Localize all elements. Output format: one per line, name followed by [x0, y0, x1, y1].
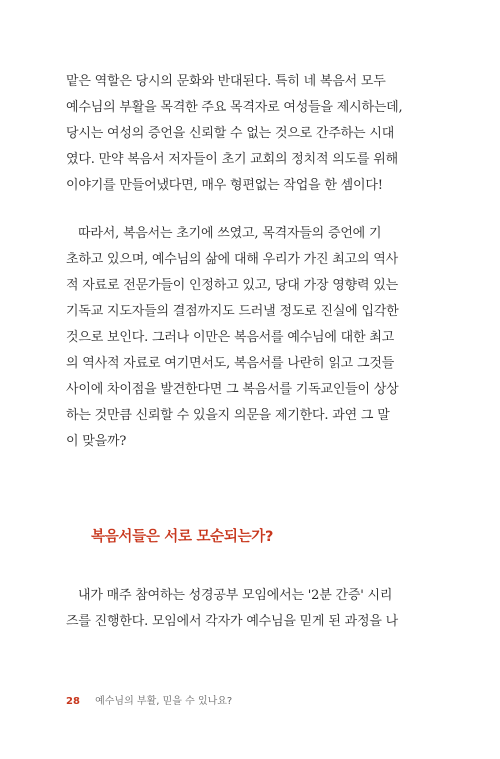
paragraph-line: 맡은 역할은 당시의 문화와 반대된다. 특히 네 복음서 모두: [66, 74, 386, 89]
section-heading: 복음서들은 서로 모순되는가?: [91, 529, 274, 545]
paragraph-line: 당시는 여성의 증언을 신뢰할 수 없는 것으로 간주하는 시대: [66, 126, 395, 141]
paragraph-line: 초하고 있으며, 예수님의 삶에 대해 우리가 가진 최고의 역사: [66, 252, 398, 267]
paragraph-line: 이야기를 만들어냈다면, 매우 형편없는 작업을 한 셈이다!: [66, 178, 383, 193]
paragraph-line: 하는 것만큼 신뢰할 수 있을지 의문을 제기한다. 과연 그 말: [66, 408, 390, 423]
page-footer: [66, 692, 232, 707]
running-title: 예수님의 부활, 믿을 수 있나요?: [95, 696, 233, 707]
paragraph-line: 즈를 진행한다. 모임에서 각자가 예수님을 믿게 된 과정을 나: [66, 614, 398, 629]
paragraph-line: 따라서, 복음서는 초기에 쓰였고, 목격자들의 증언에 기: [78, 226, 382, 241]
paragraph-line: 기독교 지도자들의 결점까지도 드러낼 정도로 진실에 입각한: [66, 304, 399, 319]
paragraph-line: 이 맞을까?: [66, 434, 127, 449]
page-number: 28: [66, 696, 80, 707]
paragraph-line: 적 자료로 전문가들이 인정하고 있고, 당대 가장 영향력 있는: [66, 278, 398, 293]
paragraph-line: 내가 매주 참여하는 성경공부 모임에서는 '2분 간증' 시리: [78, 588, 393, 603]
paragraph-line: 였다. 만약 복음서 저자들이 초기 교회의 정치적 의도를 위해: [66, 152, 398, 167]
paragraph-line: 것으로 보인다. 그러나 이만은 복음서를 예수님에 대한 최고: [66, 330, 395, 345]
paragraph-line: 예수님의 부활을 목격한 주요 목격자로 여성들을 제시하는데,: [66, 100, 403, 115]
paragraph-line: 사이에 차이점을 발견한다면 그 복음서를 기독교인들이 상상: [66, 382, 399, 397]
paragraph-line: 의 역사적 자료로 여기면서도, 복음서를 나란히 읽고 그것들: [66, 356, 395, 371]
